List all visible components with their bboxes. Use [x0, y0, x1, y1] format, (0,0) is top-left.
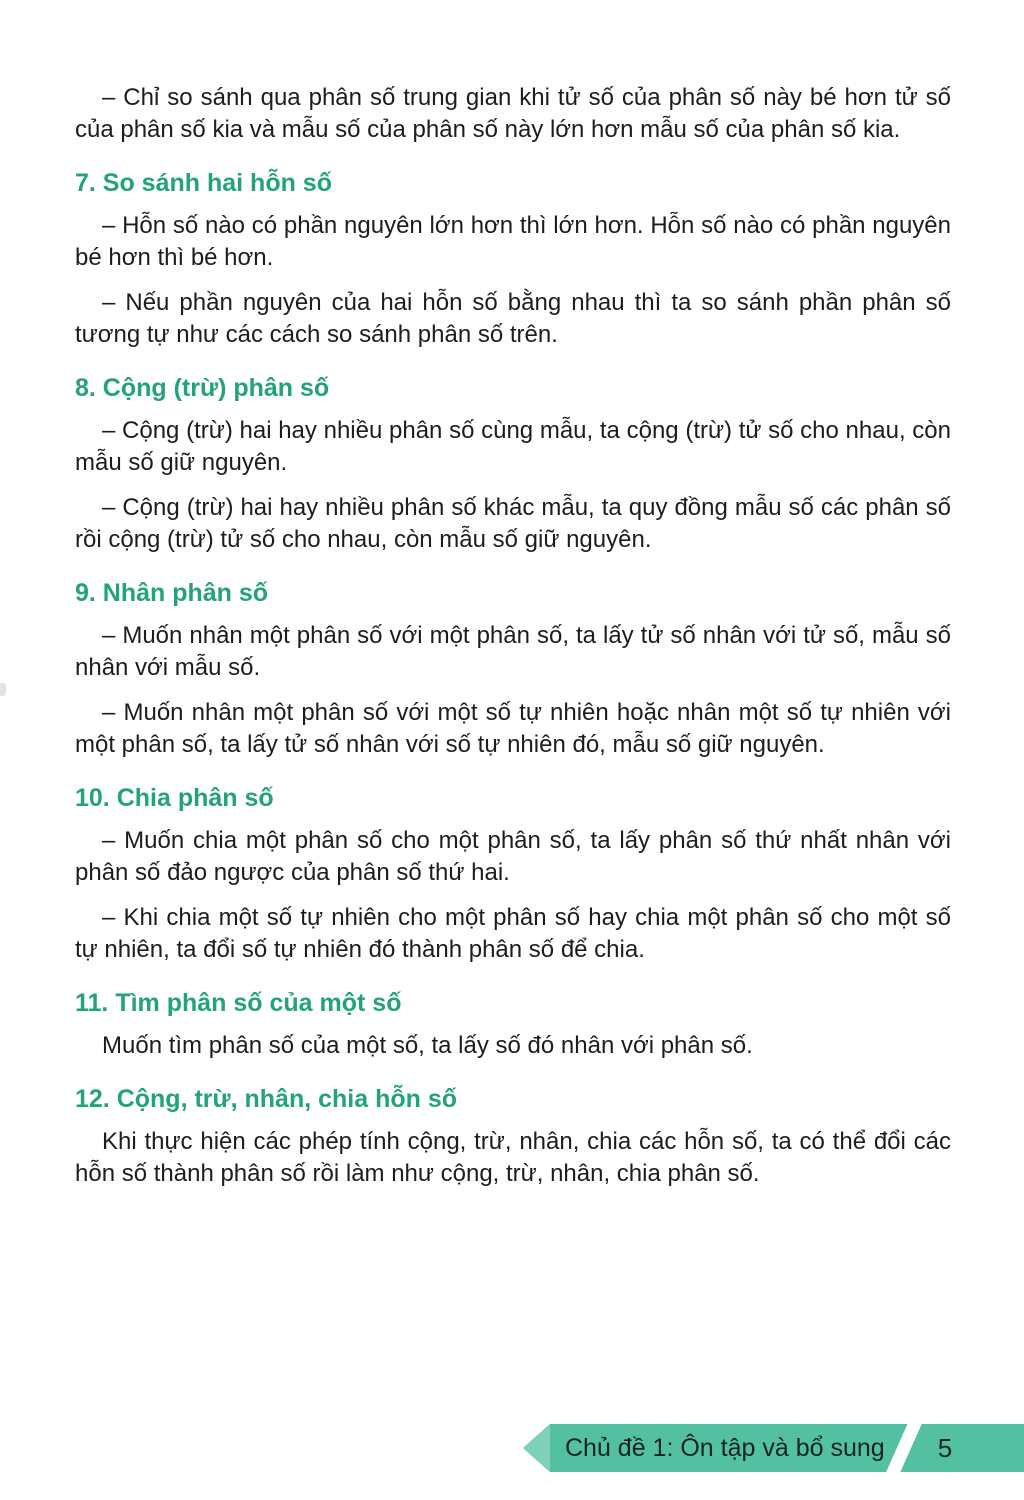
page-content [75, 82, 951, 1203]
chapter-label: Chủ đề 1: Ôn tập và bổ sung [565, 1434, 885, 1462]
section-heading: 7. So sánh hai hỗn số [75, 169, 332, 197]
section-paragraph: – Hỗn số nào có phần nguyên lớn hơn thì lớn hơn. Hỗn số nào có phần nguyên bé hơn thì bé hơn. [75, 212, 951, 271]
section-10-chia-phan-so [75, 781, 951, 966]
section-heading: 12. Cộng, trừ, nhân, chia hỗn số [75, 1085, 458, 1113]
footer-banner [523, 1424, 1024, 1472]
section-paragraph: – Cộng (trừ) hai hay nhiều phân số cùng mẫu, ta cộng (trừ) tử số cho nhau, còn mẫu số giữ nguyên. [75, 417, 951, 476]
banner-arrow-tip [523, 1424, 550, 1472]
scan-edge-mark [0, 683, 6, 696]
section-12-cong-tru-nhan-chia-hon-so [75, 1082, 951, 1190]
section-paragraph: – Khi chia một số tự nhiên cho một phân số hay chia một phân số cho một số tự nhiên, ta đổi số tự nhiên đó thành phân số để chia. [75, 904, 951, 963]
section-paragraph: Khi thực hiện các phép tính cộng, trừ, nhân, chia các hỗn số, ta có thể đổi các hỗn số thành phân số rồi làm như cộng, trừ, nhân, chia phân số. [75, 1128, 951, 1187]
section-paragraph: – Muốn chia một phân số cho một phân số, ta lấy phân số thứ nhất nhân với phân số đảo ngược của phân số thứ hai. [75, 827, 951, 886]
section-9-nhan-phan-so [75, 576, 951, 761]
section-heading: 10. Chia phân số [75, 784, 274, 812]
section-paragraph: – Cộng (trừ) hai hay nhiều phân số khác mẫu, ta quy đồng mẫu số các phân số rồi cộng (trừ) tử số cho nhau, còn mẫu số giữ nguyên. [75, 494, 951, 553]
section-11-tim-phan-so-cua-mot-so [75, 986, 951, 1062]
section-paragraph: Muốn tìm phân số của một số, ta lấy số đó nhân với phân số. [102, 1032, 753, 1059]
section-7-so-sanh-hai-hon-so [75, 166, 951, 351]
section-paragraph: – Chỉ so sánh qua phân số trung gian khi tử số của phân số này bé hơn tử số của phân số kia và mẫu số của phân số này lớn hơn mẫu số của phân số kia. [75, 84, 951, 143]
page-number: 5 [937, 1433, 953, 1463]
section-paragraph: – Nếu phần nguyên của hai hỗn số bằng nhau thì ta so sánh phần phân số tương tự như các cách so sánh phân số trên. [75, 289, 951, 348]
section-intro [75, 82, 951, 146]
section-heading: 11. Tìm phân số của một số [75, 989, 402, 1017]
section-paragraph: – Muốn nhân một phân số với một phân số, ta lấy tử số nhân với tử số, mẫu số nhân với mẫu số. [75, 622, 951, 681]
section-paragraph: – Muốn nhân một phân số với một số tự nhiên hoặc nhân một số tự nhiên với một phân số, ta lấy tử số nhân với số tự nhiên đó, mẫu số giữ nguyên. [75, 699, 951, 758]
section-heading: 9. Nhân phân số [75, 579, 269, 607]
section-heading: 8. Cộng (trừ) phân số [75, 374, 330, 402]
section-8-cong-tru-phan-so [75, 371, 951, 556]
